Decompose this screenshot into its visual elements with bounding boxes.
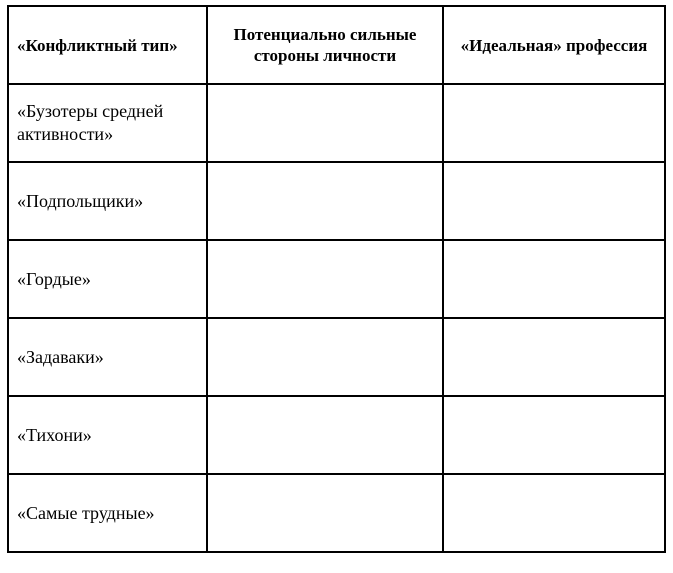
conflict-type-cell: «Бузотеры средней активности» (8, 84, 207, 162)
header-ideal-profession: «Идеальная» профессия (443, 6, 665, 84)
conflict-types-table (7, 5, 666, 553)
profession-cell[interactable] (443, 84, 665, 162)
table-row (8, 474, 665, 552)
table-row (8, 240, 665, 318)
profession-cell[interactable] (443, 162, 665, 240)
header-strengths: Потенциально сильные стороны личности (207, 6, 443, 84)
conflict-type-cell: «Гордые» (8, 240, 207, 318)
conflict-type-cell: «Тихони» (8, 396, 207, 474)
table-row (8, 84, 665, 162)
profession-cell[interactable] (443, 474, 665, 552)
table-row (8, 162, 665, 240)
conflict-type-cell: «Задаваки» (8, 318, 207, 396)
table-row (8, 396, 665, 474)
profession-cell[interactable] (443, 396, 665, 474)
header-conflict-type: «Конфликтный тип» (8, 6, 207, 84)
strengths-cell[interactable] (207, 162, 443, 240)
conflict-type-cell: «Самые трудные» (8, 474, 207, 552)
profession-cell[interactable] (443, 240, 665, 318)
strengths-cell[interactable] (207, 396, 443, 474)
profession-cell[interactable] (443, 318, 665, 396)
table-header-row (8, 6, 665, 84)
strengths-cell[interactable] (207, 474, 443, 552)
table-row (8, 318, 665, 396)
strengths-cell[interactable] (207, 240, 443, 318)
strengths-cell[interactable] (207, 84, 443, 162)
strengths-cell[interactable] (207, 318, 443, 396)
conflict-type-cell: «Подпольщики» (8, 162, 207, 240)
